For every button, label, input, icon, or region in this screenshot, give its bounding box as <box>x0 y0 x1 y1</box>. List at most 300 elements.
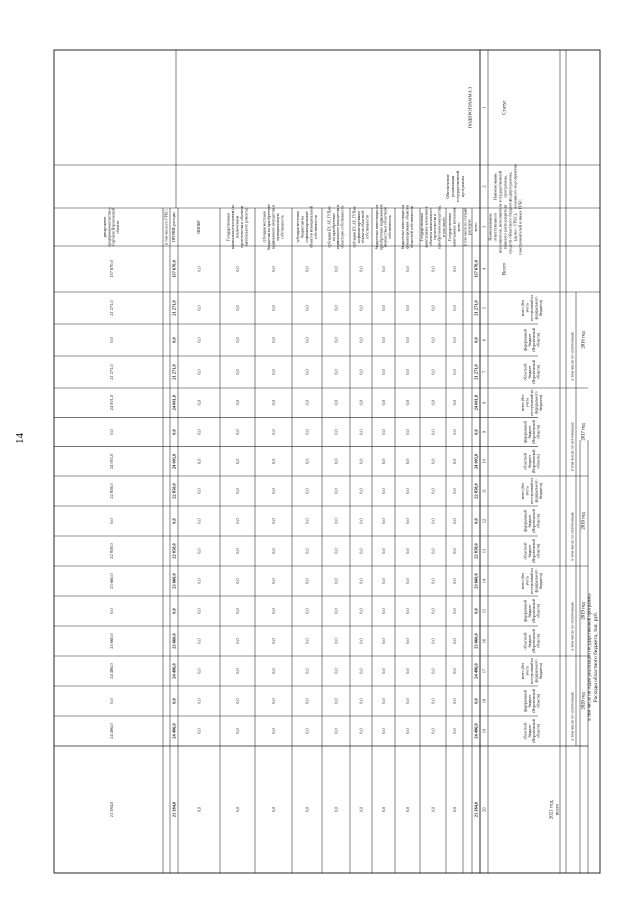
column-number: 3 <box>481 225 487 229</box>
header-sub-total-line: федерального <box>534 659 539 683</box>
table-cell: 21 271,0 <box>473 364 479 380</box>
table-cell: 0,0 <box>430 638 436 644</box>
table-cell: 0,0 <box>381 728 386 734</box>
table-cell: 0,0 <box>235 488 240 494</box>
row-label-line: всего <box>456 222 461 232</box>
table-cell: 0,0 <box>333 337 339 343</box>
table-cell: 0,0 <box>304 369 310 375</box>
column-number: 20 <box>481 807 487 812</box>
row-label-line: собственность <box>388 214 393 240</box>
table-cell: 0,0 <box>430 429 436 435</box>
row-label <box>103 207 120 246</box>
program-value-line: реализации <box>449 175 455 198</box>
table-cell: 0,0 <box>235 668 240 674</box>
table-cell: 0,0 <box>430 488 436 494</box>
table-cell: 0,0 <box>196 548 202 554</box>
header-sub-federal-line: области) <box>536 332 541 348</box>
table-cell: 0,0 <box>430 578 436 584</box>
table-cell: 0,0 <box>452 337 457 343</box>
row-label <box>463 207 471 246</box>
table-cell: 0,0 <box>304 518 310 524</box>
header-sub-total-line: федерального <box>534 296 539 320</box>
table-cell: 0,0 <box>452 668 457 674</box>
table-cell: 0,0 <box>358 578 364 584</box>
header-sub-regional-line: области) <box>536 454 541 469</box>
table-cell: 0,0 <box>171 698 177 704</box>
status-value <box>468 86 473 128</box>
header-sub-federal <box>523 420 540 444</box>
table-cell: 0,0 <box>358 305 364 311</box>
column-number: 18 <box>481 698 487 704</box>
table-cell: 0,0 <box>358 399 364 406</box>
table-cell: 0,0 <box>358 728 364 734</box>
table-cell: 0,0 <box>452 698 457 704</box>
header-executor-line: главного распорядителя <box>502 204 508 250</box>
table-cell: 21 271,0 <box>109 364 114 380</box>
table-cell: 0,0 <box>171 608 177 614</box>
table-cell: 24 496,0 <box>171 723 177 739</box>
header-sub-total-line: всего (без <box>521 299 526 317</box>
row-label <box>227 205 249 249</box>
table-cell: 0,0 <box>271 578 276 584</box>
table-cell: 0,0 <box>235 578 240 584</box>
header-sub-federal-line: бюджет <box>527 514 532 528</box>
row-label-line: Государственные <box>448 212 453 242</box>
header-year-2021-line: 2021 год, <box>549 799 555 820</box>
table-cell: 0,0 <box>452 806 457 813</box>
header-sub-total <box>521 568 543 594</box>
table-cell: 0,0 <box>235 608 240 614</box>
header-sub-regional-line: области) <box>536 723 541 739</box>
column-number: 13 <box>481 548 487 554</box>
header-sub-total <box>521 478 543 504</box>
table-cell: 0,0 <box>405 578 410 584</box>
table-cell: 0,0 <box>405 548 410 554</box>
table-cell: 0,0 <box>271 369 276 375</box>
header-sub-total-line: учета <box>525 576 530 586</box>
header-sub-total-line: поступлений из <box>530 294 534 322</box>
table-cell: 0,0 <box>405 608 410 614</box>
header-sub-total-line: бюджета) <box>538 394 543 411</box>
row-label <box>197 220 201 234</box>
table-cell: 0,0 <box>271 337 276 343</box>
header-sub-regional-line: (Воронежской <box>532 539 537 563</box>
table-cell: 0,0 <box>171 429 177 435</box>
table-cell: 0,0 <box>171 337 177 343</box>
table-cell: 0,0 <box>358 337 364 343</box>
row-label-line: области <box>116 220 121 234</box>
table-cell: 0,0 <box>196 608 202 614</box>
header-sub-total-line: учета <box>525 398 530 408</box>
column-number: 15 <box>481 608 487 614</box>
table-cell: 0,0 <box>333 806 339 813</box>
header-sub-federal-line: области) <box>536 693 541 709</box>
header-sub-total-line: федерального <box>534 569 539 593</box>
table-cell: 0,0 <box>405 488 410 494</box>
table-cell: 0,0 <box>381 266 386 272</box>
program-value <box>445 170 465 202</box>
table-cell: 0,0 <box>405 429 410 435</box>
header-status-line: Статус <box>502 100 508 115</box>
header-sub-federal-line: федеральный <box>523 689 528 713</box>
row-label-line: объектов областной <box>361 210 366 244</box>
header-sub-federal <box>523 599 540 623</box>
column-number: 14 <box>481 578 487 584</box>
row-label-line: капитальные вложения в <box>424 206 429 248</box>
table-cell: 0,0 <box>452 399 457 406</box>
table-cell: 0,0 <box>196 668 202 674</box>
table-cell: 0,0 <box>333 608 339 614</box>
table-cell: 0,0 <box>196 578 202 584</box>
row-label <box>263 204 285 250</box>
table-cell: 0,0 <box>304 806 310 813</box>
header-sub-total-line: федерального <box>534 479 539 503</box>
table-cell: 0,0 <box>452 518 457 524</box>
header-program-line: Наименование <box>492 172 498 201</box>
header-sub-federal-line: области) <box>536 424 541 440</box>
row-label-line: недвижимого имущества в <box>271 204 276 250</box>
table-subcaption: в том числе по годам реализации государственной программы <box>587 593 593 721</box>
table-cell: 0,0 <box>381 668 386 674</box>
header-year_2020: 2020 год <box>581 692 587 710</box>
row-label-line: Государственные <box>226 212 231 242</box>
header-sub-federal-line: (Воронежской <box>532 328 537 352</box>
row-label-line: строительства и <box>433 213 438 241</box>
header-sub-total-line: всего (без <box>521 662 526 680</box>
row-label-line: объектов муниципальной <box>309 205 314 249</box>
header-sub-total-line: поступлений из <box>530 567 534 595</box>
table-cell: 0,0 <box>196 369 202 375</box>
row-label-line: субсидии БУ, АУ, ГУПам <box>327 206 332 248</box>
table-cell: 0,0 <box>333 458 339 465</box>
table-cell: 0,0 <box>405 698 410 704</box>
header-sub-total-line: поступлений из <box>530 477 534 505</box>
table-cell: 0,0 <box>358 806 364 813</box>
row-label-line: финансирование объектов <box>405 205 410 249</box>
header-sub-total-line: бюджета) <box>538 573 543 589</box>
row-label-line: исключением <box>235 215 240 239</box>
table-cell: 0,0 <box>109 518 114 524</box>
column-number: 4 <box>481 267 487 271</box>
header-sub-total-line: учета <box>525 303 530 313</box>
row-label-line: субсидии местным <box>296 211 301 243</box>
status-value-line: ПОДПРОГРАММА 3 <box>467 86 473 129</box>
table-cell: 0,0 <box>381 458 386 465</box>
table-cell: 0,0 <box>196 429 202 435</box>
table-cell: 22 858,0 <box>171 543 177 559</box>
row-label-line: департамент <box>102 216 107 238</box>
row-label-line: на финансирование <box>356 210 361 244</box>
column-number: 11 <box>481 488 487 494</box>
table-cell: 0,0 <box>333 668 339 674</box>
table-cell: 0,0 <box>381 488 386 494</box>
header-incl: в том числе по источникам: <box>569 691 575 741</box>
table-cell: 0,0 <box>430 548 436 554</box>
header-sub-federal <box>523 509 540 533</box>
header-sub-total-line: федерального <box>534 391 539 415</box>
table-cell: 0,0 <box>358 548 364 554</box>
table-cell: 0,0 <box>405 266 410 272</box>
header-sub-total-line: бюджета) <box>538 663 543 679</box>
table-cell: 0,0 <box>381 578 386 584</box>
table-cell: 0,0 <box>333 305 339 311</box>
table-cell: 0,0 <box>235 638 240 644</box>
row-label-line: капитальные вложения, <box>452 207 457 247</box>
table-cell: 22 858,0 <box>473 543 479 559</box>
table-cell: 0,0 <box>333 698 339 704</box>
row-label-line: на приобретение <box>331 213 336 241</box>
table-cell: 24 001,0 <box>473 453 479 470</box>
header-sub-regional-line: (Воронежской <box>532 360 537 384</box>
header-sub-regional-line: (Воронежской <box>532 719 537 743</box>
table-cell: 0,0 <box>109 608 114 614</box>
table-cell: 0,0 <box>452 488 457 494</box>
row-label-line: областную собственность <box>340 205 345 249</box>
header-incl: в том числе по источникам: <box>569 601 575 651</box>
table-cell: 0,0 <box>271 305 276 311</box>
header-sub-federal <box>523 689 540 713</box>
header-sub-federal-line: бюджет <box>527 694 532 708</box>
header-executor-line: средств областного бюджета <box>507 200 513 254</box>
table-cell: 0,0 <box>196 458 202 465</box>
header-sub-regional-line: области) <box>536 364 541 380</box>
table-cell: 0,0 <box>452 608 457 614</box>
row-label-line: в том числе по ГРБС: <box>164 209 169 245</box>
table-cell: 0,0 <box>405 728 410 734</box>
table-cell: 0,0 <box>196 698 202 704</box>
header-sub-regional-line: (Воронежской <box>532 629 537 653</box>
table-cell: 0,0 <box>405 399 410 406</box>
header-sub-total <box>521 658 543 684</box>
program-value-line: Обеспечение <box>444 174 450 199</box>
header-sub-regional-line: бюджет <box>527 724 532 738</box>
column-number: 5 <box>481 306 487 310</box>
header-sub-total-line: поступлений из <box>530 657 534 685</box>
row-label-line: объекты капитального <box>428 208 433 246</box>
header-sub-regional-line: областной <box>523 363 528 381</box>
row-label <box>375 204 392 250</box>
row-label-line: субсидии местным <box>262 211 267 243</box>
header-sub-federal-line: (Воронежской <box>532 689 537 713</box>
table-cell: 0,0 <box>304 429 310 435</box>
table-cell: 24 001,0 <box>171 453 177 470</box>
header-sub-federal-line: области) <box>536 513 541 529</box>
row-label-line: ПРОЧИЕ расходы <box>172 212 176 242</box>
table-cell: 0,0 <box>405 638 410 644</box>
table-cell: 0,0 <box>333 369 339 375</box>
table-cell: 0,0 <box>381 429 386 435</box>
table-cell: 0,0 <box>271 488 276 494</box>
table-cell: 22 858,0 <box>171 483 177 499</box>
table-cell: 0,0 <box>304 608 310 614</box>
table-cell: 0,0 <box>235 305 240 311</box>
column-number: 9 <box>481 430 487 434</box>
table-cell: 0,0 <box>430 399 436 406</box>
table-cell: 0,0 <box>430 608 436 614</box>
table-cell: 0,0 <box>405 668 410 674</box>
header-sub-regional-line: областной <box>523 452 528 470</box>
row-label-line: имущества в областную <box>383 207 388 247</box>
table-cell: 0,0 <box>304 548 310 554</box>
table-cell: 0,0 <box>452 305 457 311</box>
table-cell: 23 660,0 <box>171 573 177 589</box>
header-incl: в том числе по источникам: <box>569 511 575 561</box>
header-sub-regional-line: областной <box>523 542 528 560</box>
column-number: 16 <box>481 638 487 644</box>
header-sub-regional-line: областной <box>523 632 528 650</box>
table-cell: 24 496,0 <box>171 663 177 679</box>
table-cell: 0,0 <box>358 458 364 465</box>
header-sub-federal-line: федеральный <box>523 328 528 352</box>
header-sub-regional <box>523 719 540 743</box>
table-cell: 0,0 <box>430 337 436 343</box>
header-sub-regional-line: области) <box>536 543 541 559</box>
header-sub-federal-line: области) <box>536 603 541 619</box>
program-value-line: государственной <box>455 170 461 203</box>
header-incl: в том числе по источникам: <box>569 422 575 472</box>
table-cell: 0,0 <box>235 518 240 524</box>
table-cell: 0,0 <box>235 698 240 704</box>
table-cell: 0,0 <box>235 429 240 435</box>
table-cell: 0,0 <box>473 698 479 704</box>
table-cell: 0,0 <box>235 806 240 813</box>
row-label-line: в том числе по статьям <box>463 208 468 246</box>
header-sub-regional-line: области) <box>536 633 541 649</box>
table-cell: 0,0 <box>235 399 240 406</box>
table-cell: 0,0 <box>109 337 114 343</box>
row-label-line: расходов: <box>467 219 472 235</box>
header-executor-line: исполнителя, исполнителя - <box>497 200 503 254</box>
header-program-line: основного мероприятия <box>512 164 518 209</box>
row-label-line: торговли Воронежской <box>111 207 116 247</box>
table-cell: 137 670,0 <box>171 260 177 278</box>
table-cell: 0,0 <box>235 548 240 554</box>
row-label-line: собственность <box>280 214 285 240</box>
program-value-line: программы <box>460 175 466 198</box>
row-label-line: Государственные <box>419 212 424 242</box>
table-cell: 137 670,0 <box>109 260 114 278</box>
table-cell: 0,0 <box>304 266 310 272</box>
table-cell: 0,0 <box>271 608 276 614</box>
table-cell: 0,0 <box>452 429 457 435</box>
header-sub-federal-line: федеральный <box>523 509 528 533</box>
table-cell: 0,0 <box>381 305 386 311</box>
table-cell: 0,0 <box>235 728 240 734</box>
header-sub-total-line: учета <box>525 666 530 676</box>
table-cell: 0,0 <box>430 369 436 375</box>
table-cell: 0,0 <box>381 698 386 704</box>
header-executor-line: (далее - ГРБС), <box>512 212 518 242</box>
header-program-line: подпрограммы, <box>507 172 513 201</box>
row-label <box>172 212 176 242</box>
table-cell: 0,0 <box>271 548 276 554</box>
table-cell: 0,0 <box>358 638 364 644</box>
table-cell: 0,0 <box>196 399 202 406</box>
table-cell: 23 660,0 <box>473 573 479 589</box>
header-incl: в том числе по источникам: <box>569 331 575 381</box>
row-label-line: областной собственности <box>409 205 414 249</box>
table-cell: 23 660,0 <box>109 573 114 589</box>
row-label-line: НИОКР <box>197 220 201 234</box>
table-cell: 21 271,0 <box>171 364 177 380</box>
table-cell: 24 496,0 <box>473 723 479 739</box>
table-cell: 0,0 <box>381 806 386 813</box>
table-cell: 0,0 <box>271 668 276 674</box>
table-cell: 0,0 <box>196 305 202 311</box>
table-cell: 0,0 <box>171 518 177 524</box>
table-cell: 0,0 <box>271 728 276 734</box>
table-cell: 0,0 <box>381 337 386 343</box>
table-cell: 0,0 <box>196 518 202 524</box>
header-sub-regional-line: бюджет <box>527 454 532 468</box>
table-cell: 0,0 <box>381 399 386 406</box>
header-sub-federal-line: (Воронежской <box>532 599 537 623</box>
header-sub-regional <box>523 539 540 563</box>
header-sub-total <box>521 389 543 415</box>
header-sub-regional-line: бюджет <box>527 544 532 558</box>
row-label <box>327 205 344 249</box>
table-cell: 0,0 <box>430 668 436 674</box>
header-sub-regional <box>523 450 540 474</box>
header-year_2018: 2018 год <box>581 512 587 530</box>
table-cell: 0,0 <box>405 305 410 311</box>
row-label-line: софинансирование <box>305 211 309 243</box>
header-executor-line: ответственного <box>492 212 498 242</box>
table-cell: 24 496,0 <box>109 723 114 739</box>
row-label-line: субсидии БУ, АУ, ГУПам <box>352 206 357 248</box>
header-sub-total-line: учета <box>525 486 530 496</box>
table-cell: 0,0 <box>304 458 310 465</box>
table-cell: 0,0 <box>452 578 457 584</box>
table-cell: 0,0 <box>381 369 386 375</box>
header-sub-regional <box>523 360 540 384</box>
header-sub-federal-line: бюджет <box>527 604 532 618</box>
header-sub-regional-line: (Воронежской <box>532 449 537 474</box>
table-cell: 0,0 <box>196 488 202 494</box>
table-cell: 0,0 <box>304 399 310 406</box>
table-cell: 0,0 <box>381 638 386 644</box>
table-cell: 0,0 <box>196 337 202 343</box>
table-cell: 0,0 <box>405 369 410 375</box>
table-cell: 0,0 <box>304 578 310 584</box>
table-cell: 0,0 <box>473 608 479 614</box>
table-cell: 0,0 <box>304 337 310 343</box>
table-cell: 23 660,0 <box>109 633 114 649</box>
row-label <box>420 205 446 248</box>
table-cell: 24 496,0 <box>109 663 114 679</box>
table-caption: Расходы областного бюджета, тыс. руб. <box>593 611 599 703</box>
table-cell: 22 858,0 <box>473 483 479 499</box>
table-cell: 21 271,0 <box>473 300 479 316</box>
table-cell: 0,0 <box>271 458 276 465</box>
table-cell: 0,0 <box>304 305 310 311</box>
column-number: 8 <box>481 401 487 404</box>
row-label <box>448 207 461 246</box>
table-cell: 0,0 <box>405 337 410 343</box>
header-year_2017: 2017 год <box>581 423 587 441</box>
table-cell: 0,0 <box>358 668 364 674</box>
table-cell: 0,0 <box>333 518 339 524</box>
table-cell: 0,0 <box>271 638 276 644</box>
table-cell: 0,0 <box>473 429 479 435</box>
row-label-line: собственности <box>365 214 370 240</box>
row-label-line: строительства и объектов <box>239 205 244 249</box>
table-cell: 0,0 <box>430 806 436 813</box>
header-sub-total-line: всего (без <box>521 482 526 500</box>
table-cell: 0,0 <box>333 429 339 435</box>
table-cell: 0,0 <box>304 698 310 704</box>
row-label-line: приобретение недвижимого <box>379 203 384 251</box>
